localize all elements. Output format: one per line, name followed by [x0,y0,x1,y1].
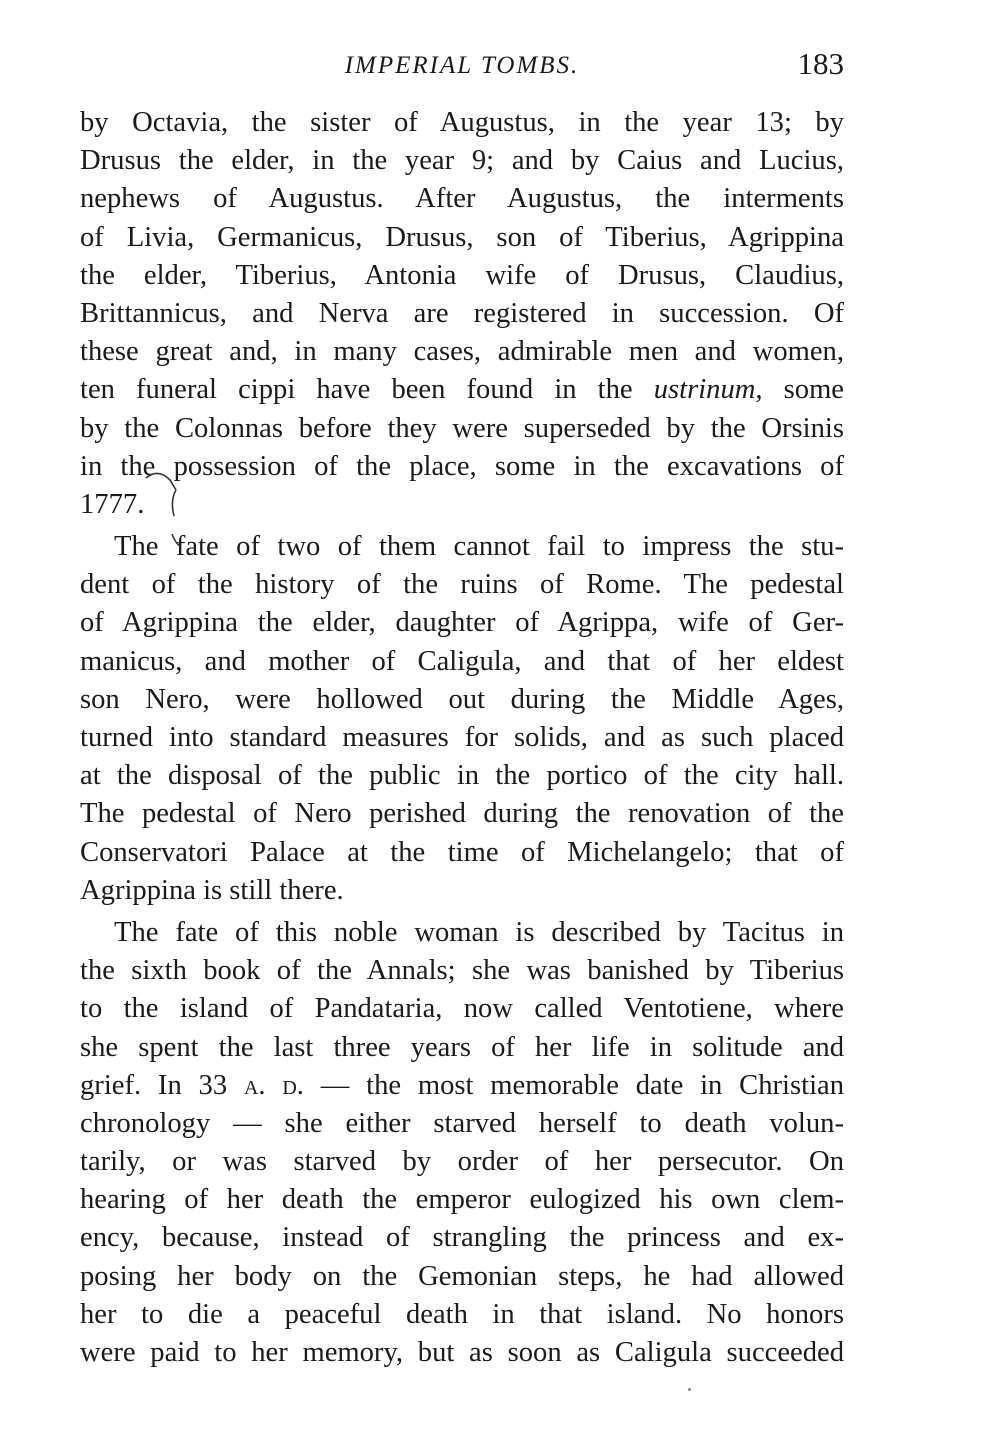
text-line: her to die a peaceful death in that island. No honors [80,1298,844,1330]
text-line: chronology — she either starved herself to death volun- [80,1107,844,1139]
text-line: The pedestal of Nero perished during the renovation of the [80,798,844,830]
text-fragment: some [762,374,845,406]
text-line: these great and, in many cases, admirable men and women, [80,336,844,368]
text-line: nephews of Augustus. After Augustus, the interments [80,183,844,215]
text-line: she spent the last three years of her life in solitude and [80,1031,844,1063]
text-line: at the disposal of the public in the portico of the city hall. [80,760,844,792]
text-line: Brittannicus, and Nerva are registered in succession. Of [80,297,844,329]
text-line: dent of the history of the ruins of Rome. The pedestal [80,569,844,601]
text-line: in the possession of the place, some in the excavations of [80,450,844,482]
text-line: by the Colonnas before they were superseded by the Orsinis [80,412,844,444]
text-line [80,1067,844,1105]
text-line: The fate of this noble woman is described by Tacitus in [114,916,844,948]
text-line: Drusus the elder, in the year 9; and by Caius and Lucius, [80,145,844,177]
text-line: to the island of Pandataria, now called Ventotiene, where [80,993,844,1025]
text-line: turned into standard measures for solids, and as such placed [80,722,844,753]
text-line: the elder, Tiberius, Antonia wife of Drusus, Claudius, [80,259,844,291]
text-line: ency, because, instead of strangling the princess and ex- [80,1222,844,1254]
text-line: son Nero, were hollowed out during the Middle Ages, [80,683,844,715]
text-line: the sixth book of the Annals; she was banished by Tiberius [80,955,844,987]
text-fragment: ten funeral cippi have been found in the [80,374,654,406]
text-line: The fate of two of them cannot fail to impress the stu- [114,531,844,563]
text-line: of Livia, Germanicus, Drusus, son of Tiberius, Agrippina [80,221,844,253]
era-abbreviation: a. d. [243,1069,304,1101]
body-text [80,104,844,1372]
text-line: of Agrippina the elder, daughter of Agrippa, wife of Ger- [80,607,844,639]
text-line: 1777. [80,488,145,520]
text-line: Conservatori Palace at the time of Michelangelo; that of [80,836,844,868]
page-number: 183 [797,46,844,81]
text-line: manicus, and mother of Caligula, and that of her eldest [80,645,844,677]
text-line: were paid to her memory, but as soon as Caligula succeeded [80,1337,844,1368]
running-title: IMPERIAL TOMBS. [344,52,580,79]
text-line: Agrippina is still there. [80,874,344,906]
text-line: tarily, or was starved by order of her persecutor. On [80,1146,844,1178]
text-line [80,371,844,409]
italic-term: ustrinum, [653,374,763,406]
text-fragment: grief. In 33 [80,1069,244,1101]
pencil-mark [140,460,200,560]
text-fragment: — the most memorable date in Christian [303,1069,844,1101]
paper-speck [688,1388,691,1391]
text-line: hearing of her death the emperor eulogized his own clem- [80,1184,844,1216]
running-header [80,46,844,86]
text-line: by Octavia, the sister of Augustus, in the year 13; by [80,107,844,138]
text-line: posing her body on the Gemonian steps, he had allowed [80,1260,844,1292]
